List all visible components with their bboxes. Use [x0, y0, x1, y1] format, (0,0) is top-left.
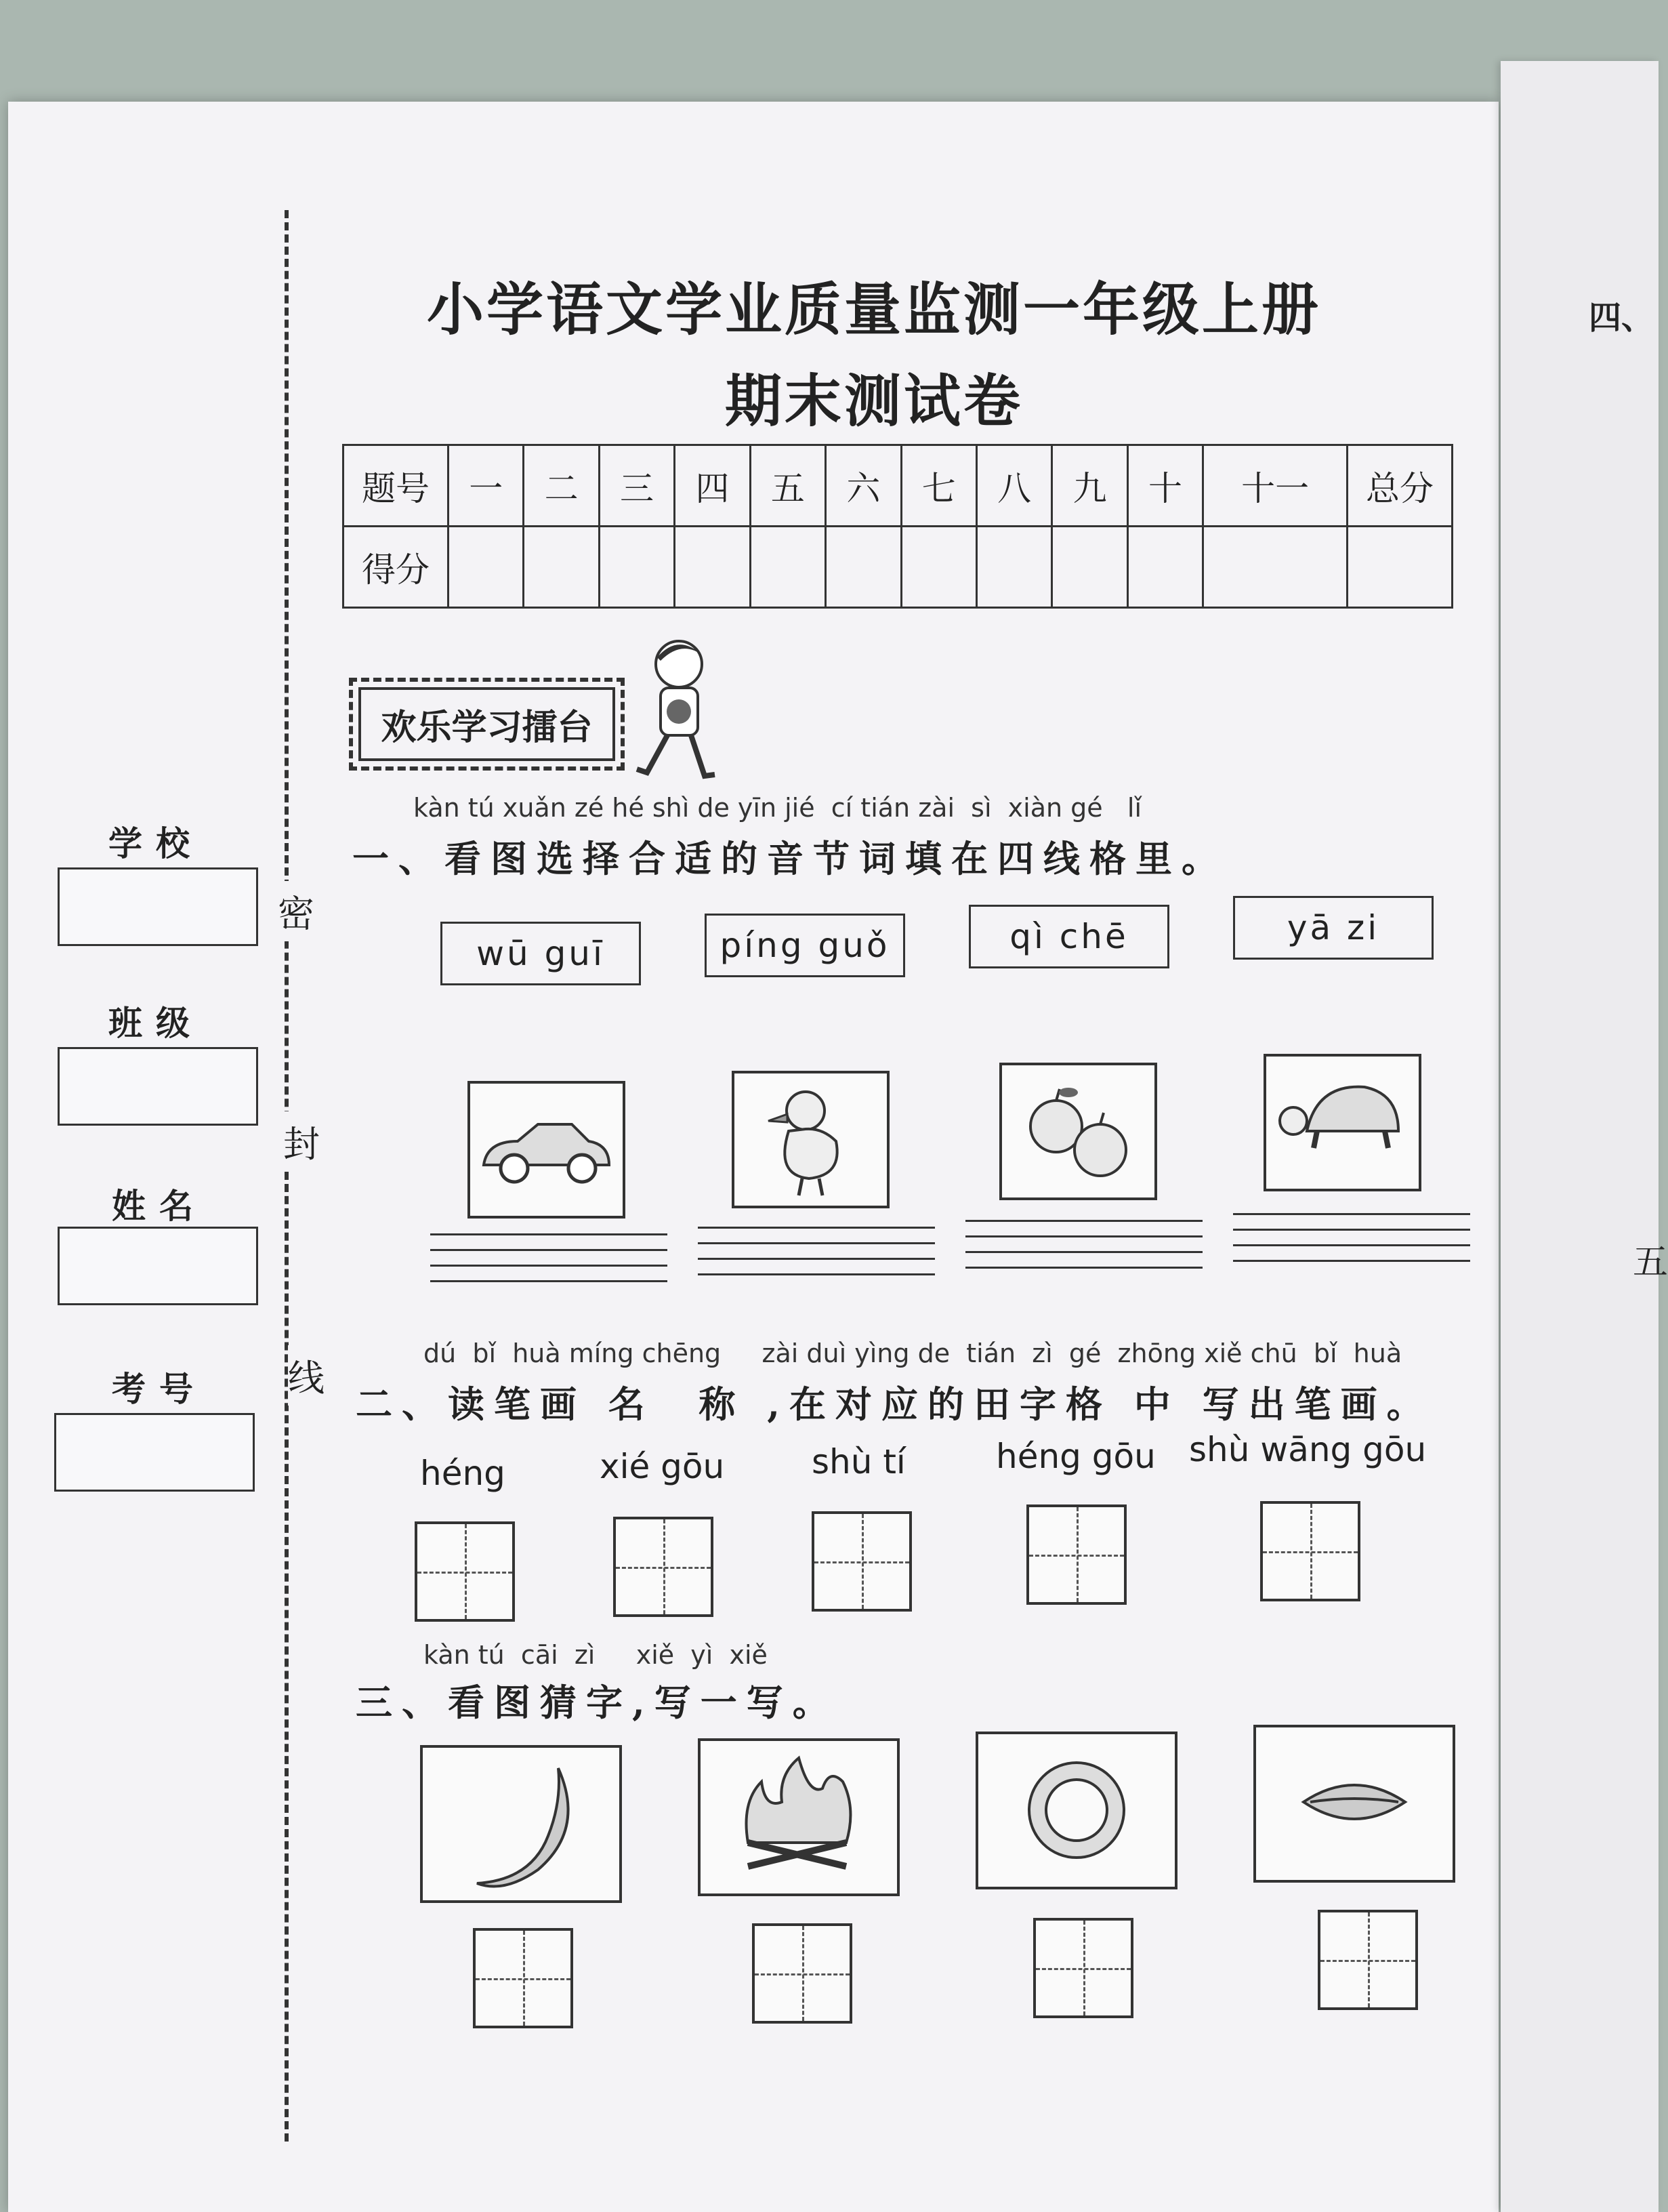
section2-pinyin: dú bǐ huà míng chēng zài duì yìng de tián zì gé zhōng xiě chū bǐ huà: [423, 1338, 1402, 1368]
score-cell[interactable]: [449, 527, 524, 608]
score-table-column: 二: [524, 445, 599, 527]
stroke-name: shù tí: [812, 1442, 906, 1481]
score-table-column: 三: [599, 445, 674, 527]
score-table: [342, 444, 1453, 609]
four-line-grid[interactable]: [965, 1220, 1203, 1282]
class-label: 班级: [108, 1003, 203, 1043]
score-table-column: 总分: [1348, 445, 1453, 527]
option-pingguo: píng guǒ: [705, 914, 905, 977]
option-qiche: qì chē: [969, 905, 1169, 968]
score-table-column: 七: [901, 445, 976, 527]
apple-picture: [999, 1063, 1157, 1200]
score-table-column: 四: [675, 445, 750, 527]
score-table-header-row: [343, 445, 1453, 527]
class-field[interactable]: [58, 1047, 258, 1126]
binding-word-close: 封: [283, 1111, 320, 1172]
section2-heading: 二、读笔画 名 称 ,在对应的田字格 中 写出笔画。: [356, 1382, 1433, 1426]
tian-zi-ge-box[interactable]: [473, 1928, 573, 2028]
banner-label: 欢乐学习擂台: [381, 707, 593, 748]
tian-zi-ge-box[interactable]: [1033, 1918, 1133, 2018]
score-table-column: 六: [826, 445, 901, 527]
exam-title-line2: 期末测试卷: [724, 367, 1023, 434]
name-label: 姓名: [112, 1186, 207, 1226]
four-line-grid[interactable]: [698, 1227, 935, 1289]
car-picture: [467, 1081, 625, 1218]
score-cell[interactable]: [675, 527, 750, 608]
stroke-name: héng gōu: [996, 1437, 1156, 1476]
four-line-grid[interactable]: [1233, 1213, 1470, 1275]
tian-zi-ge-box[interactable]: [1026, 1504, 1127, 1605]
exam-number-label: 考号: [112, 1369, 207, 1409]
binding-word-seal: 密: [278, 881, 314, 941]
section3-pinyin: kàn tú cāi zì xiě yì xiě: [423, 1640, 768, 1670]
score-cell[interactable]: [750, 527, 825, 608]
binding-dashed-line: [285, 210, 289, 2142]
sun-picture: [976, 1732, 1177, 1889]
score-cell[interactable]: [1127, 527, 1203, 608]
stroke-name: héng: [420, 1454, 505, 1493]
stroke-name: xié gōu: [600, 1447, 725, 1486]
score-cell[interactable]: [976, 527, 1051, 608]
running-boy-illustration: [630, 634, 718, 790]
score-cell[interactable]: [901, 527, 976, 608]
score-table-column: 一: [449, 445, 524, 527]
fire-picture: [698, 1738, 900, 1896]
score-cell[interactable]: [826, 527, 901, 608]
mouth-picture: [1253, 1725, 1455, 1883]
score-cell[interactable]: [1052, 527, 1127, 608]
school-field[interactable]: [58, 867, 258, 946]
score-table-row-header: 题号: [343, 445, 449, 527]
tian-zi-ge-box[interactable]: [613, 1517, 713, 1617]
score-table-column: 十一: [1203, 445, 1348, 527]
moon-picture: [420, 1745, 622, 1903]
right-page-heading: 四、: [1589, 299, 1654, 337]
tian-zi-ge-box[interactable]: [752, 1923, 852, 2024]
four-line-grid[interactable]: [430, 1233, 667, 1296]
exam-title-line1: 小学语文学业质量监测一年级上册: [426, 276, 1321, 343]
score-cell[interactable]: [599, 527, 674, 608]
section3-heading: 三、看图猜字,写一写。: [356, 1681, 839, 1724]
stroke-name: shù wāng gōu: [1189, 1430, 1427, 1469]
next-page-edge: [1501, 61, 1668, 2212]
tian-zi-ge-box[interactable]: [812, 1511, 912, 1612]
binding-word-line: 线: [288, 1345, 325, 1406]
section1-heading: 一、看图选择合适的音节词填在四线格里。: [352, 837, 1228, 880]
score-table-column: 五: [750, 445, 825, 527]
name-field[interactable]: [58, 1227, 258, 1305]
tian-zi-ge-box[interactable]: [1318, 1910, 1418, 2010]
option-wugui: wū guī: [440, 922, 641, 985]
score-table-column: 十: [1127, 445, 1203, 527]
exam-number-field[interactable]: [54, 1413, 255, 1492]
score-cell[interactable]: [1348, 527, 1453, 608]
duck-picture: [732, 1071, 890, 1208]
score-table-column: 九: [1052, 445, 1127, 527]
banner: [349, 678, 625, 771]
score-table-row-header: 得分: [343, 527, 449, 608]
option-yazi: yā zi: [1233, 896, 1434, 960]
score-table-column: 八: [976, 445, 1051, 527]
score-cell[interactable]: [524, 527, 599, 608]
section1-pinyin: kàn tú xuǎn zé hé shì de yīn jié cí tián zài sì xiàn gé lǐ: [413, 793, 1142, 823]
score-cell[interactable]: [1203, 527, 1348, 608]
school-label: 学校: [108, 823, 203, 863]
right-page-side-mark: 五: [1633, 1242, 1668, 1283]
tian-zi-ge-box[interactable]: [415, 1521, 515, 1622]
tian-zi-ge-box[interactable]: [1260, 1501, 1360, 1601]
score-table-score-row: [343, 527, 1453, 608]
turtle-picture: [1264, 1054, 1421, 1191]
